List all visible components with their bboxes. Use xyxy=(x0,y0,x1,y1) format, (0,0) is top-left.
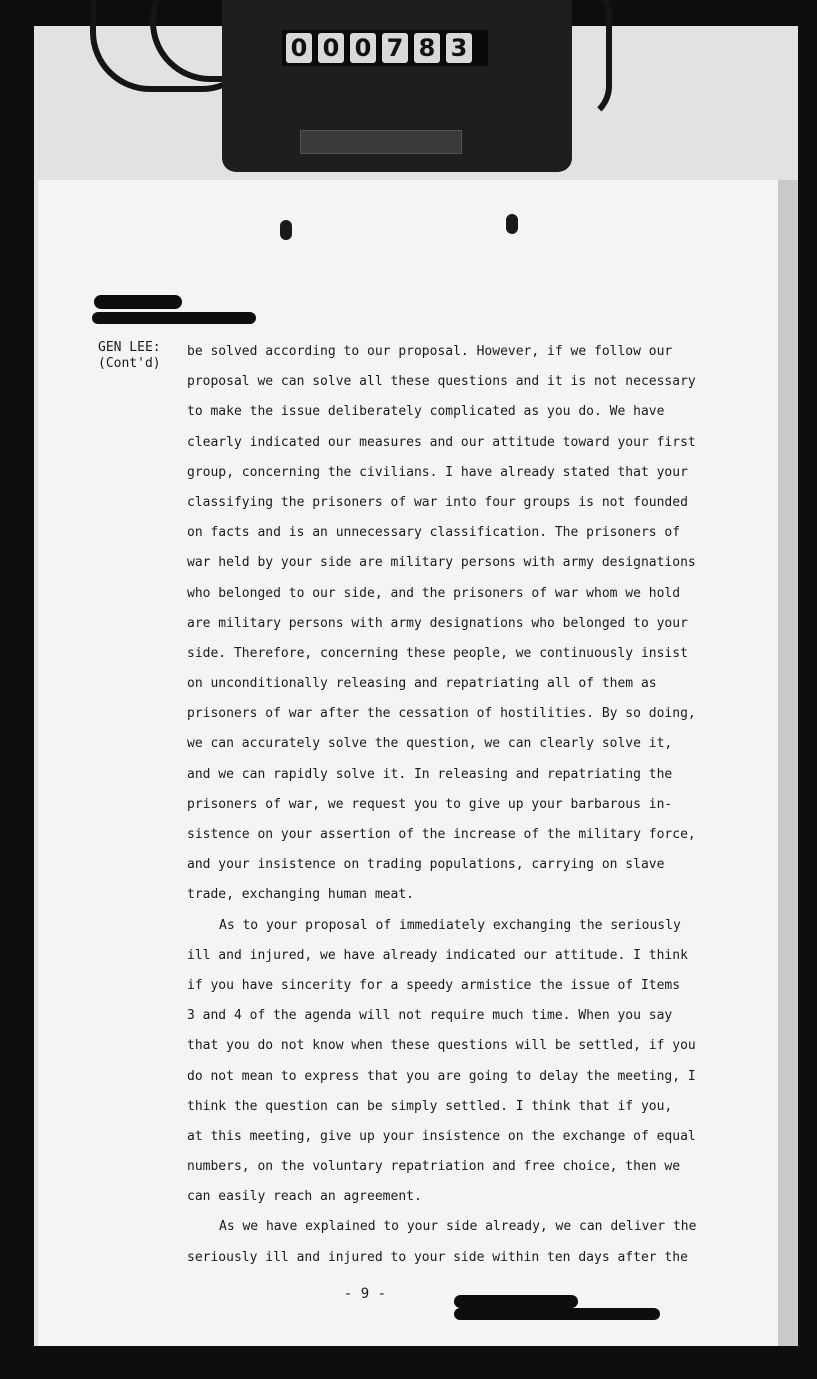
transcript-line: As to your proposal of immediately exchanging the seriously xyxy=(219,917,681,933)
transcript-line: numbers, on the voluntary repatriation and free choice, then we xyxy=(187,1159,681,1175)
counter-digit: 0 xyxy=(286,33,312,63)
page-number: - 9 - xyxy=(343,1286,387,1302)
transcript-line: clearly indicated our measures and our attitude toward your first xyxy=(187,434,696,450)
transcript-line: 3 and 4 of the agenda will not require much time. When you say xyxy=(187,1008,673,1024)
transcript-line: group, concerning the civilians. I have already stated that your xyxy=(187,464,688,480)
transcript-line: we can accurately solve the question, we can clearly solve it, xyxy=(187,736,673,752)
page-edge xyxy=(778,180,798,1346)
transcript-body xyxy=(187,340,697,1276)
frame-counter-device xyxy=(222,0,572,172)
transcript-line: classifying the prisoners of war into four groups is not founded xyxy=(187,494,688,510)
punch-hole xyxy=(506,214,518,234)
punch-hole xyxy=(280,220,292,240)
transcript-line: and we can rapidly solve it. In releasing and repatriating the xyxy=(187,766,673,782)
transcript-line: are military persons with army designations who belonged to your xyxy=(187,615,688,631)
redaction-mark xyxy=(454,1308,660,1320)
counter-digit: 0 xyxy=(318,33,344,63)
frame-counter xyxy=(282,30,488,66)
transcript-line: trade, exchanging human meat. xyxy=(187,887,414,903)
transcript-line: to make the issue deliberately complicated as you do. We have xyxy=(187,404,665,420)
redaction-mark xyxy=(454,1295,578,1308)
counter-digit: 8 xyxy=(414,33,440,63)
transcript-line: prisoners of war, we request you to give up your barbarous in- xyxy=(187,796,673,812)
counter-digit: 7 xyxy=(382,33,408,63)
transcript-line: think the question can be simply settled. I think that if you, xyxy=(187,1098,673,1114)
transcript-line: that you do not know when these questions will be settled, if you xyxy=(187,1038,696,1054)
transcript-line: side. Therefore, concerning these people, we continuously insist xyxy=(187,645,688,661)
transcript-line: As we have explained to your side already, we can deliver the xyxy=(219,1219,697,1235)
transcript-line: on unconditionally releasing and repatriating all of them as xyxy=(187,676,657,692)
counter-plate xyxy=(300,130,462,154)
transcript-line: ill and injured, we have already indicated our attitude. I think xyxy=(187,947,688,963)
redaction-mark xyxy=(92,312,256,324)
transcript-line: be solved according to our proposal. However, if we follow our xyxy=(187,344,673,359)
transcript-line: seriously ill and injured to your side within ten days after the xyxy=(187,1249,688,1265)
transcript-line: war held by your side are military persons with army designations xyxy=(187,555,696,571)
counter-digit: 0 xyxy=(350,33,376,63)
transcript-line: proposal we can solve all these questions and it is not necessary xyxy=(187,374,696,390)
speaker-label: GEN LEE: (Cont'd) xyxy=(98,340,161,371)
transcript-line: sistence on your assertion of the increase of the military force, xyxy=(187,827,696,842)
transcript-line: can easily reach an agreement. xyxy=(187,1189,422,1205)
transcript-line: do not mean to express that you are going to delay the meeting, I xyxy=(187,1068,696,1084)
transcript-line: prisoners of war after the cessation of hostilities. By so doing, xyxy=(187,706,696,722)
transcript-line: on facts and is an unnecessary classification. The prisoners of xyxy=(187,525,681,541)
counter-digit: 3 xyxy=(446,33,472,63)
transcript-line: and your insistence on trading populations, carrying on slave xyxy=(187,857,665,873)
redaction-mark xyxy=(94,295,182,309)
transcript-line: who belonged to our side, and the prisoners of war whom we hold xyxy=(187,585,681,601)
transcript-line: at this meeting, give up your insistence on the exchange of equal xyxy=(187,1128,696,1144)
transcript-line: if you have sincerity for a speedy armistice the issue of Items xyxy=(187,977,681,993)
